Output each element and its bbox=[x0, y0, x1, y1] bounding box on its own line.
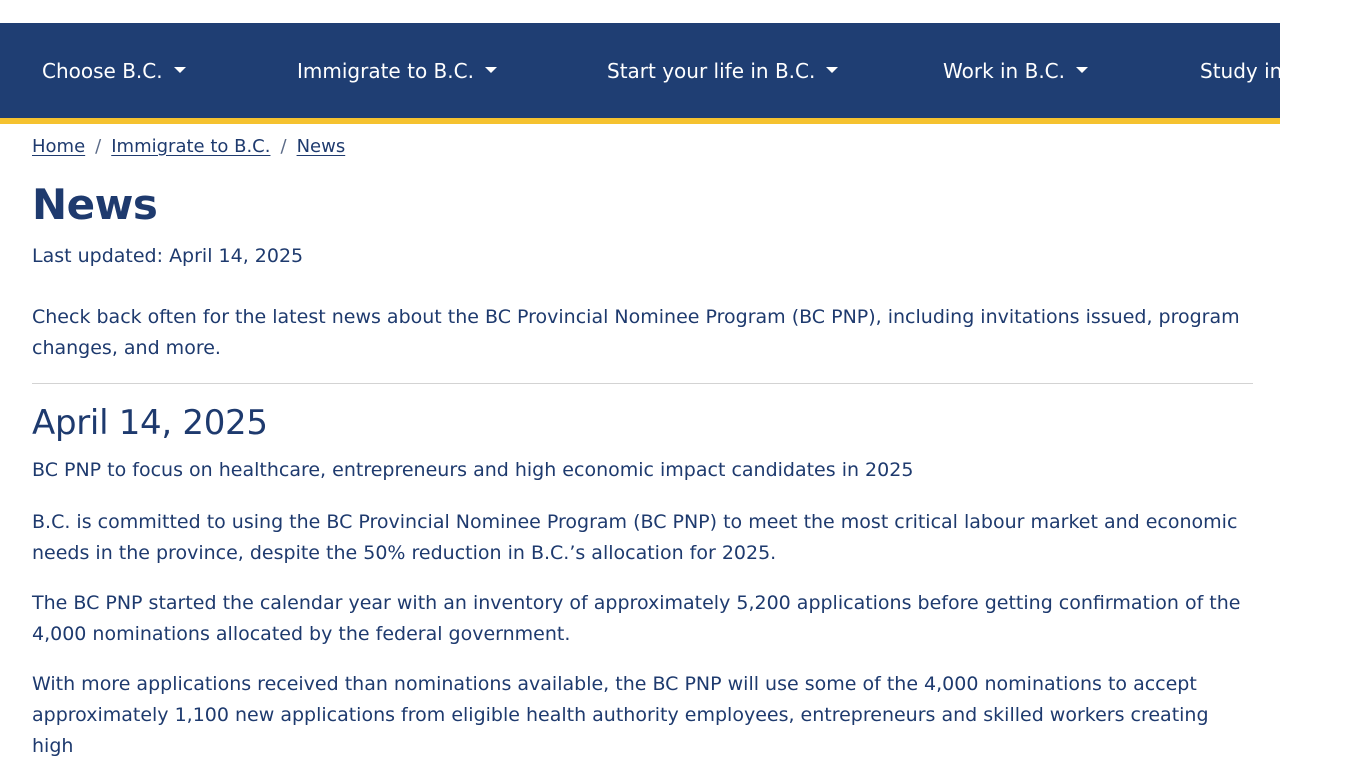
caret-down-icon bbox=[826, 67, 838, 73]
last-updated-text: Last updated: April 14, 2025 bbox=[32, 245, 304, 267]
page-title: News bbox=[32, 180, 158, 229]
breadcrumb-separator: / bbox=[95, 136, 102, 157]
section-divider bbox=[32, 383, 1253, 384]
caret-down-icon bbox=[1340, 67, 1352, 73]
news-paragraph: The BC PNP started the calendar year with an inventory of approximately 5,200 applications before getting confirmation of the 4,000 nominations allocated by the federal government. bbox=[32, 592, 1241, 645]
breadcrumb bbox=[32, 136, 345, 157]
breadcrumb-immigrate-link[interactable]: Immigrate to B.C. bbox=[111, 136, 271, 157]
nav-item-label: Study in B.C. bbox=[1200, 58, 1330, 83]
nav-item-label: Work in B.C. bbox=[943, 58, 1065, 83]
breadcrumb-home-link[interactable]: Home bbox=[32, 136, 86, 157]
top-strip bbox=[0, 0, 1280, 23]
breadcrumb-news-link[interactable]: News bbox=[296, 136, 346, 157]
intro-paragraph: Check back often for the latest news about the BC Provincial Nominee Program (BC PNP), including invitations issued, program changes, and more. bbox=[32, 306, 1240, 359]
nav-item-label: Immigrate to B.C. bbox=[297, 58, 474, 83]
nav-item-study-in-bc[interactable] bbox=[1200, 23, 1352, 118]
navbar-accent-bar bbox=[0, 118, 1280, 124]
nav-item-choose-bc[interactable] bbox=[42, 23, 186, 118]
nav-item-start-your-life[interactable] bbox=[607, 23, 838, 118]
caret-down-icon bbox=[485, 67, 497, 73]
news-paragraph: B.C. is committed to using the BC Provincial Nominee Program (BC PNP) to meet the most critical labour market and economic needs in the province, despite the 50% reduction in B.C.’s allocation for 2025. bbox=[32, 511, 1238, 564]
news-date-heading: April 14, 2025 bbox=[32, 403, 268, 443]
nav-item-label: Start your life in B.C. bbox=[607, 58, 816, 83]
breadcrumb-separator: / bbox=[280, 136, 287, 157]
nav-item-immigrate-to-bc[interactable] bbox=[297, 23, 497, 118]
caret-down-icon bbox=[1076, 67, 1088, 73]
news-headline: BC PNP to focus on healthcare, entrepreneurs and high economic impact candidates in 2025 bbox=[32, 459, 914, 481]
main-navigation bbox=[0, 23, 1330, 118]
nav-item-label: Choose B.C. bbox=[42, 58, 163, 83]
nav-item-work-in-bc[interactable] bbox=[943, 23, 1088, 118]
caret-down-icon bbox=[174, 67, 186, 73]
news-paragraph: With more applications received than nominations available, the BC PNP will use some of the 4,000 nominations to accept approximately 1,100 new applications from eligible health authority employees, entrepreneurs and skilled workers creating high bbox=[32, 673, 1209, 757]
